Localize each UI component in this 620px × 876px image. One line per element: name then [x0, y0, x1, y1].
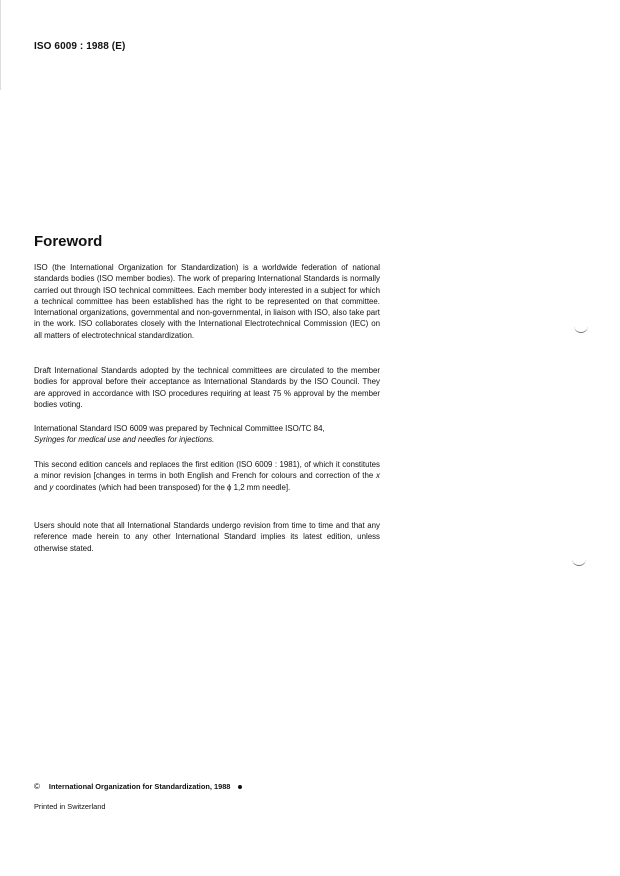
copyright-line	[34, 782, 242, 791]
edition-and: and	[34, 482, 48, 492]
foreword-paragraph-iso: ISO (the International Organization for Standardization) is a worldwide federation of national standards bodies (ISO member bodies). The work of preparing International Standards is normally carried out through ISO technical committees. Each member body interested in a subject for which a technical committee has been established has the right to be represented on that committee. International organizations, governmental and non-governmental, in liaison with ISO, also take part in the work. ISO collaborates closely with the International Electrotechnical Commission (IEC) on all matters of electrotechnical standardization.	[34, 263, 380, 340]
copyright-icon: ©	[34, 782, 40, 791]
printed-in-text: Printed in Switzerland	[34, 802, 106, 811]
foreword-paragraph-committee	[34, 423, 380, 446]
document-id-header: ISO 6009 : 1988 (E)	[34, 41, 126, 52]
margin-mark	[572, 559, 586, 566]
edition-text-a: This second edition cancels and replaces the first edition (ISO 6009 : 1981), of which it constitutes a minor revision [changes in terms in both English and French for colours and correction of the	[34, 460, 380, 481]
y-coordinate-label: y	[49, 482, 54, 492]
copyright-text: International Organization for Standardization, 1988	[48, 782, 231, 791]
foreword-paragraph-edition	[34, 459, 380, 493]
foreword-paragraph-drafts: Draft International Standards adopted by the technical committees are circulated to the member bodies for approval before their acceptance as International Standards by the ISO Council. They are approved in accordance with ISO procedures requiring at least 75 % approval by the member bodies voting.	[34, 366, 380, 409]
foreword-paragraph-users: Users should note that all International Standards undergo revision from time to time and that any reference made herein to any other International Standard implies its latest edition, unless otherwise stated.	[34, 521, 380, 553]
committee-text: International Standard ISO 6009 was prepared by Technical Committee ISO/TC 84,	[34, 424, 325, 433]
margin-mark	[574, 326, 588, 333]
foreword-heading: Foreword	[34, 233, 103, 250]
bullet-icon	[238, 785, 242, 789]
page-edge-rule	[0, 0, 1, 90]
edition-text-b: coordinates (which had been transposed) for the ϕ 1,2 mm needle].	[55, 482, 291, 492]
x-coordinate-label: x	[376, 471, 380, 481]
committee-title: Syringes for medical use and needles for injections.	[34, 435, 215, 445]
